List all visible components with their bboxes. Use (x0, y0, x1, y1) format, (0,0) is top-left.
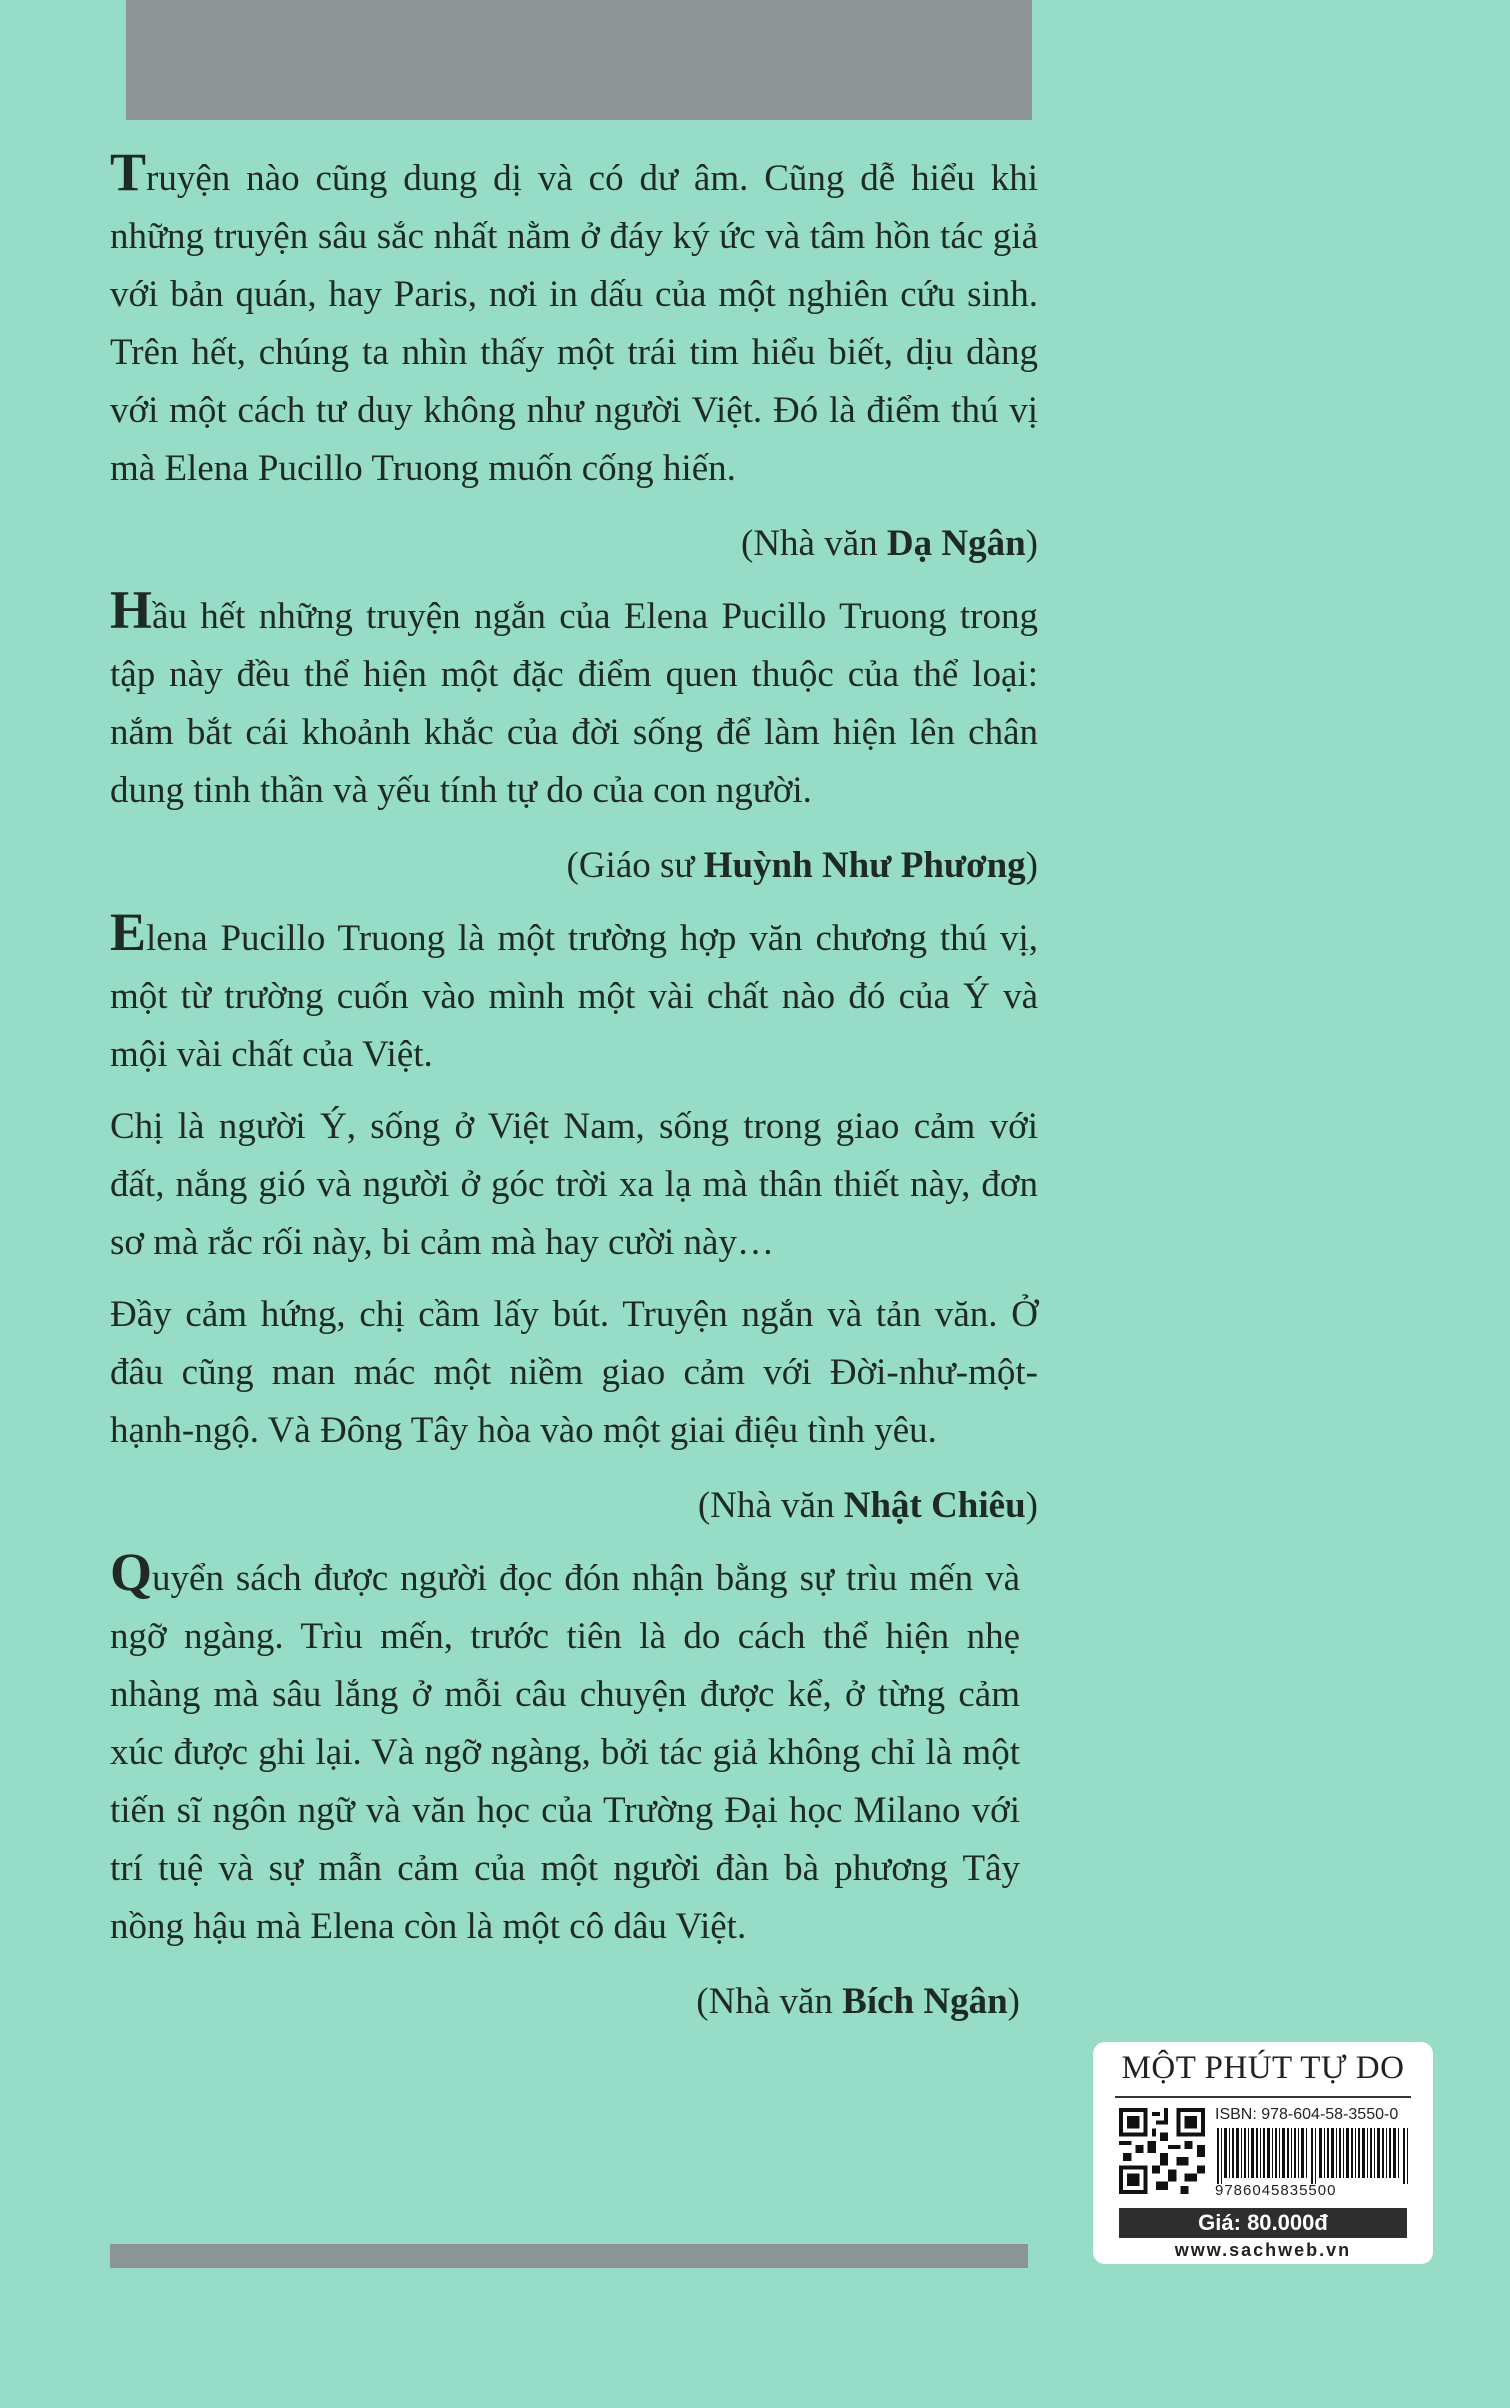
quote-paragraph: Quyển sách được người đọc đón nhận bằng sự trìu mến và ngỡ ngàng. Trìu mến, trước tiên là do cách thể hiện nhẹ nhàng mà sâu lắng ở mỗi câu chuyện được kể, ở từng cảm xúc được ghi lại. Và ngỡ ngàng, bởi tác giả không chỉ là một tiến sĩ ngôn ngữ và văn học của Trường Đại học Milano với trí tuệ và sự mẫn cảm của một người đàn bà phương Tây nồng hậu mà Elena còn là một cô dâu Việt. (110, 1542, 1020, 1947)
barcode-icon (1215, 2128, 1411, 2184)
author-name: Bích Ngân (842, 1981, 1008, 2022)
back-cover-text (110, 142, 1038, 2046)
quote-attribution: (Nhà văn Nhật Chiêu) (697, 1485, 1038, 1526)
price-sticker (1093, 2042, 1433, 2264)
quote-paragraph: Truyện nào cũng dung dị và có dư âm. Cũng dễ hiểu khi những truyện sâu sắc nhất nằm ở đáy ký ức và tâm hồn tác giả với bản quán, hay Paris, nơi in dấu của một nghiên cứu sinh. Trên hết, chúng ta nhìn thấy một trái tim hiểu biết, dịu dàng với một cách tư duy không như người Việt. Đó là điểm thú vị mà Elena Pucillo Truong muốn cống hiến. (110, 142, 1038, 489)
quote-paragraph: Hầu hết những truyện ngắn của Elena Pucillo Truong trong tập này đều thể hiện một đặc điểm quen thuộc của thể loại: nắm bắt cái khoảnh khắc của đời sống để làm hiện lên chân dung tinh thần và yếu tính tự do của con người. (110, 580, 1038, 811)
book-title: MỘT PHÚT TỰ DO (1121, 2050, 1405, 2086)
quote-paragraph: Đầy cảm hứng, chị cầm lấy bút. Truyện ngắn và tản văn. Ở đâu cũng man mác một niềm giao cảm với Đời-như-một-hạnh-ngộ. Và Đông Tây hòa vào một giai điệu tình yêu. (110, 1294, 1038, 1451)
quote-block (110, 142, 1038, 572)
quote-attribution: (Nhà văn Bích Ngân) (696, 1981, 1020, 2022)
author-name: Nhật Chiêu (843, 1485, 1026, 1526)
bottom-decorative-bar (110, 2244, 1028, 2268)
drop-cap: H (110, 580, 153, 640)
quote-block (110, 580, 1038, 894)
qr-code-icon (1119, 2108, 1205, 2194)
drop-cap: T (110, 142, 147, 202)
quote-paragraph: Elena Pucillo Truong là một trường hợp văn chương thú vị, một từ trường cuốn vào mình một vài chất nào đó của Ý và mội vài chất của Việt. (110, 902, 1038, 1075)
divider (1115, 2096, 1411, 2098)
quote-attribution: (Giáo sư Huỳnh Như Phương) (566, 845, 1038, 886)
website-url: www.sachweb.vn (1174, 2240, 1352, 2260)
drop-cap: E (110, 902, 147, 962)
barcode-number: 9786045835500 (1215, 2182, 1337, 2199)
drop-cap: Q (110, 1542, 153, 1602)
quote-block (110, 902, 1038, 1534)
author-name: Huỳnh Như Phương (703, 845, 1026, 886)
isbn-number: ISBN: 978-604-58-3550-0 (1215, 2106, 1399, 2123)
quote-attribution: (Nhà văn Dạ Ngân) (741, 523, 1038, 564)
quote-block (110, 1542, 1020, 2030)
quote-paragraph: Chị là người Ý, sống ở Việt Nam, sống trong giao cảm với đất, nắng gió và người ở góc trời xa lạ mà thân thiết này, đơn sơ mà rắc rối này, bi cảm mà hay cười này… (110, 1106, 1038, 1263)
top-decorative-bar (126, 0, 1032, 120)
author-name: Dạ Ngân (886, 523, 1026, 564)
price-label: Giá: 80.000đ (1119, 2208, 1407, 2238)
